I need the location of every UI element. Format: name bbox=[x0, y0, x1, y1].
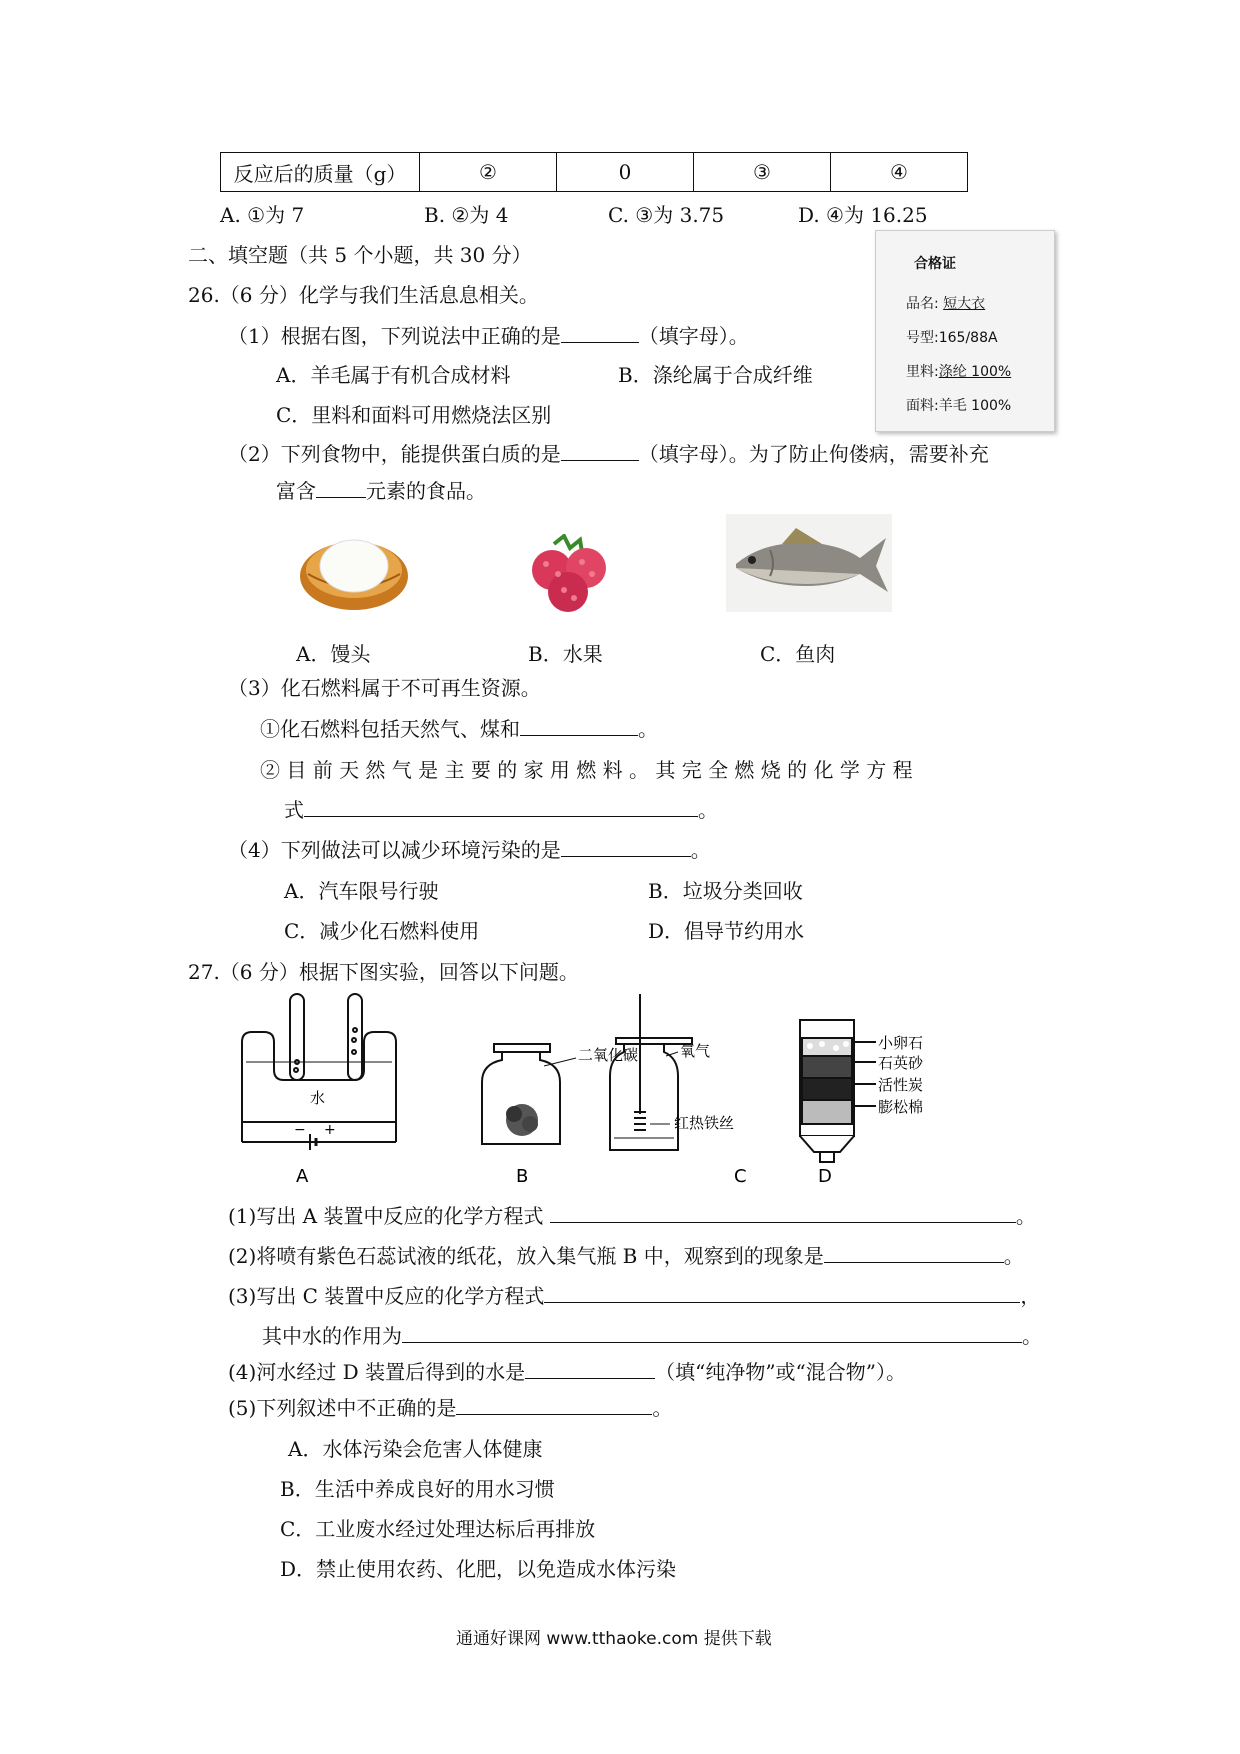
svg-text:+: + bbox=[324, 1122, 336, 1138]
food-label-a: A．馒头 bbox=[296, 642, 371, 666]
q26-p3-sub2-line2: 式 。 bbox=[284, 798, 718, 822]
table-cell: ③ bbox=[694, 153, 831, 192]
q27-q2: (2)将喷有紫色石蕊试液的纸花，放入集气瓶 B 中，观察到的现象是 。 bbox=[228, 1244, 1024, 1268]
label-carbon: 活性炭 bbox=[878, 1076, 924, 1094]
steamed-bun-image bbox=[298, 530, 410, 614]
q26-p1-option-c: C．里料和面料可用燃烧法区别 bbox=[276, 403, 552, 427]
answer-blank bbox=[304, 798, 698, 817]
footer-watermark: 通通好课网 www.tthaoke.com 提供下载 bbox=[456, 1629, 772, 1649]
answer-blank bbox=[520, 717, 638, 736]
q27-q1: (1)写出 A 装置中反应的化学方程式 。 bbox=[228, 1204, 1036, 1228]
experiment-diagram bbox=[230, 990, 1070, 1190]
label-d: D bbox=[818, 1166, 832, 1187]
q26-p4-option-d: D．倡导节约用水 bbox=[648, 919, 805, 943]
food-label-c: C．鱼肉 bbox=[760, 642, 836, 666]
q27-option-a: A．水体污染会危害人体健康 bbox=[288, 1437, 543, 1461]
mass-table bbox=[220, 152, 968, 192]
label-water: 水 bbox=[310, 1089, 326, 1107]
label-oxygen: 氧气 bbox=[680, 1042, 711, 1060]
answer-blank bbox=[824, 1244, 1004, 1263]
q27-q4: (4)河水经过 D 装置后得到的水是 （填“纯净物”或“混合物”）。 bbox=[228, 1360, 906, 1384]
q26-part1: （1）根据右图，下列说法中正确的是 （填字母）。 bbox=[228, 324, 749, 348]
card-name: 品名: 短大衣 bbox=[906, 296, 986, 312]
option-b: B. ②为 4 bbox=[424, 203, 509, 227]
q26-part2-line2: 富含 元素的食品。 bbox=[276, 479, 486, 503]
answer-blank bbox=[456, 1396, 652, 1415]
answer-blank bbox=[402, 1324, 1022, 1343]
answer-blank bbox=[525, 1360, 655, 1379]
card-lining: 里料:涤纶 100% bbox=[906, 364, 1012, 380]
answer-blank bbox=[561, 442, 639, 461]
q26-part4: （4）下列做法可以减少环境污染的是 。 bbox=[228, 838, 711, 862]
label-a: A bbox=[296, 1166, 309, 1187]
q26-part3: （3）化石燃料属于不可再生资源。 bbox=[228, 676, 541, 700]
option-c: C. ③为 3.75 bbox=[608, 203, 725, 227]
q27-q3: (3)写出 C 装置中反应的化学方程式 ， bbox=[228, 1284, 1041, 1308]
label-iron-wire: 红热铁丝 bbox=[674, 1114, 735, 1132]
label-b: B bbox=[516, 1166, 529, 1187]
label-c: C bbox=[734, 1166, 747, 1187]
q27-q5: (5)下列叙述中不正确的是 。 bbox=[228, 1396, 673, 1420]
label-co2: 二氧化碳 bbox=[578, 1046, 639, 1064]
q27-stem: 27.（6 分）根据下图实验，回答以下问题。 bbox=[188, 960, 579, 984]
raspberry-image bbox=[524, 534, 616, 614]
apparatus-d bbox=[800, 1020, 876, 1162]
q27-option-c: C．工业废水经过处理达标后再排放 bbox=[280, 1517, 596, 1541]
q26-p4-option-c: C．减少化石燃料使用 bbox=[284, 919, 480, 943]
apparatus-a bbox=[242, 994, 396, 1150]
answer-blank bbox=[316, 479, 366, 498]
q26-p4-option-b: B．垃圾分类回收 bbox=[648, 879, 803, 903]
label-sand: 石英砂 bbox=[878, 1054, 924, 1072]
table-cell: ④ bbox=[831, 153, 968, 192]
table-cell: 0 bbox=[557, 153, 694, 192]
q26-p4-option-a: A．汽车限号行驶 bbox=[284, 879, 439, 903]
option-a: A. ①为 7 bbox=[220, 203, 305, 227]
label-pebble: 小卵石 bbox=[878, 1034, 924, 1052]
section-title: 二、填空题（共 5 个小题，共 30 分） bbox=[188, 243, 532, 267]
answer-blank bbox=[544, 1284, 1020, 1303]
answer-blank bbox=[561, 324, 639, 343]
q27-option-b: B．生活中养成良好的用水习惯 bbox=[280, 1477, 555, 1501]
certificate-tag bbox=[875, 230, 1055, 432]
q26-p3-sub1: ①化石燃料包括天然气、煤和 。 bbox=[260, 717, 658, 741]
q26-p1-option-b: B．涤纶属于合成纤维 bbox=[618, 363, 813, 387]
card-title: 合格证 bbox=[914, 256, 956, 272]
q26-stem: 26.（6 分）化学与我们生活息息相关。 bbox=[188, 283, 539, 307]
option-d: D. ④为 16.25 bbox=[798, 203, 928, 227]
fish-image bbox=[726, 514, 892, 612]
q27-option-d: D．禁止使用农药、化肥，以免造成水体污染 bbox=[280, 1557, 677, 1581]
q26-p3-sub2: ② 目 前 天 然 气 是 主 要 的 家 用 燃 料 。 其 完 全 燃 烧 的 化 学 方 程 bbox=[260, 758, 913, 782]
food-label-b: B．水果 bbox=[528, 642, 603, 666]
answer-blank bbox=[550, 1204, 1016, 1223]
svg-text:−: − bbox=[294, 1122, 306, 1138]
q26-p1-option-a: A．羊毛属于有机合成材料 bbox=[276, 363, 511, 387]
table-row-label: 反应后的质量（g） bbox=[221, 153, 420, 192]
card-model: 号型:165/88A bbox=[906, 330, 998, 346]
q27-q3b: 其中水的作用为 。 bbox=[262, 1324, 1042, 1348]
table-cell: ② bbox=[420, 153, 557, 192]
label-cotton: 膨松棉 bbox=[878, 1098, 924, 1116]
answer-blank bbox=[561, 838, 691, 857]
card-fabric: 面料:羊毛 100% bbox=[906, 398, 1012, 414]
q26-part2: （2）下列食物中，能提供蛋白质的是 （填字母）。为了防止佝偻病，需要补充 bbox=[228, 442, 989, 466]
